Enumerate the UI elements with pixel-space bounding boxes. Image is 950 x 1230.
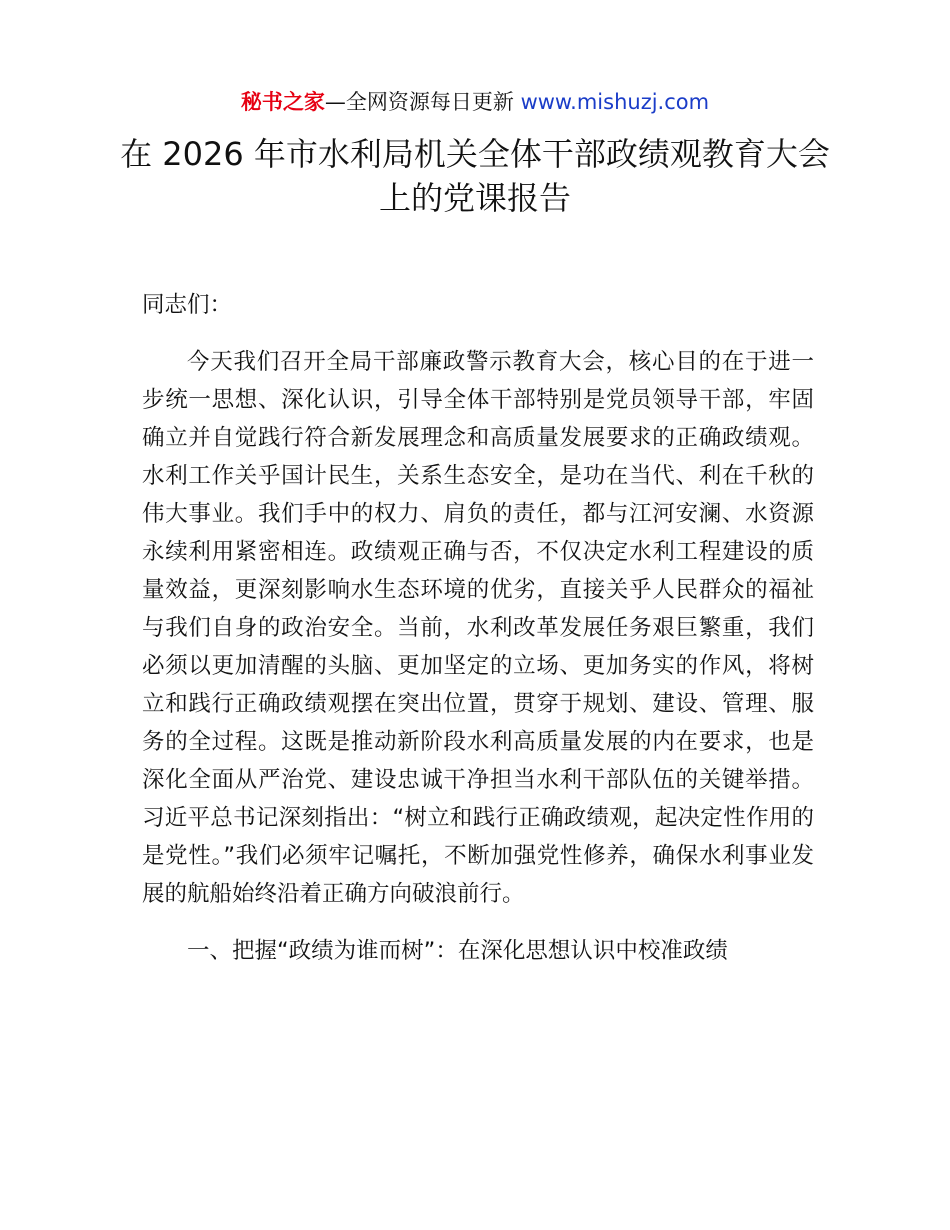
document-body — [142, 286, 814, 970]
site-url-link[interactable]: www.mishuzj.com — [520, 90, 710, 114]
section-heading: 一、把握“政绩为谁而树”：在深化思想认识中校准政绩 — [187, 938, 728, 964]
body-paragraph: 今天我们召开全局干部廉政警示教育大会，核心目的在于进一步统一思想、深化认识，引导全体干部特别是党员领导干部，牢固确立并自觉践行符合新发展理念和高质量发展要求的正确政绩观。水利工作关乎国计民生，关系生态安全，是功在当代、利在千秋的伟大事业。我们手中的权力、肩负的责任，都与江河安澜、水资源永续利用紧密相连。政绩观正确与否，不仅决定水利工程建设的质量效益，更深刻影响水生态环境的优劣，直接关乎人民群众的福祉与我们自身的政治安全。当前，水利改革发展任务艰巨繁重，我们必须以更加清醒的头脑、更加坚定的立场、更加务实的作风，将树立和践行正确政绩观摆在突出位置，贯穿于规划、建设、管理、服务的全过程。这既是推动新阶段水利高质量发展的内在要求，也是深化全面从严治党、建设忠诚干净担当水利干部队伍的关键举措。习近平总书记深刻指出：“树立和践行正确政绩观，起决定性作用的是党性。”我们必须牢记嘱托，不断加强党性修养，确保水利事业发展的航船始终沿着正确方向破浪前行。 — [142, 349, 814, 907]
site-header — [0, 88, 950, 116]
salutation: 同志们： — [142, 292, 233, 318]
site-tagline: —全网资源每日更新 — [324, 90, 514, 114]
site-name: 秘书之家 — [240, 90, 325, 114]
document-title: 在 2026 年市水利局机关全体干部政绩观教育大会上的党课报告 — [120, 135, 830, 217]
